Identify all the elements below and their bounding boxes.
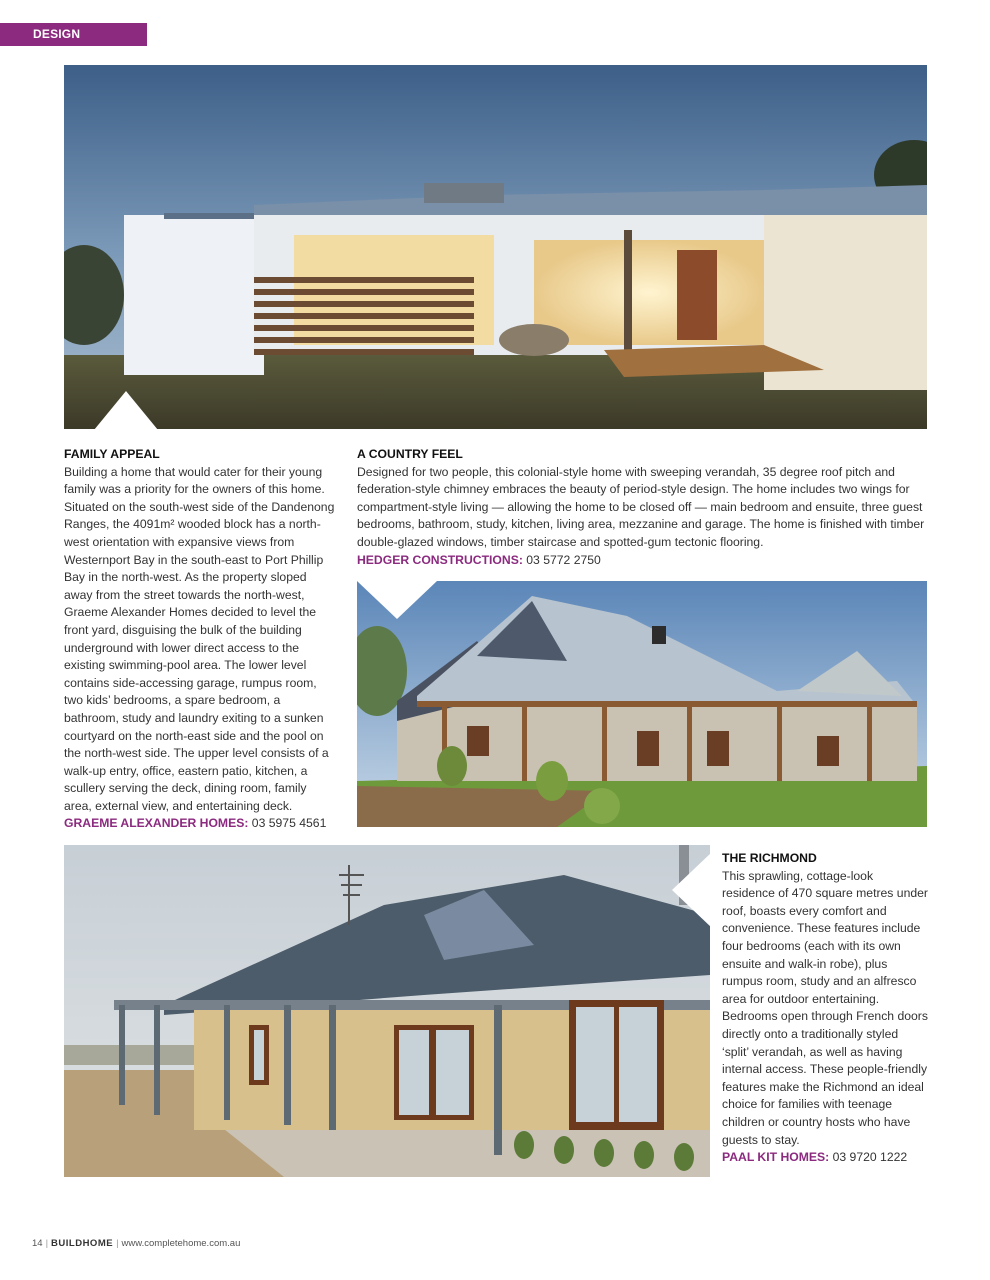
photo-family-appeal xyxy=(64,65,927,429)
article-title: THE RICHMOND xyxy=(722,851,817,865)
article-title: FAMILY APPEAL xyxy=(64,447,160,461)
article-contact xyxy=(722,1149,928,1167)
page-footer: 14 | BUILDHOME | www.completehome.com.au xyxy=(32,1238,241,1249)
article-country-feel xyxy=(357,446,929,569)
contact-name: PAAL KIT HOMES: xyxy=(722,1150,830,1165)
article-contact xyxy=(357,552,929,570)
contact-phone: 03 5975 4561 xyxy=(251,816,327,831)
article-body: This sprawling, cottage-look residence of 470 square metres under roof, boasts every comfort and convenience. These features include four bedrooms (each with its own ensuite and walk-in robe), plus rumpus room, study and an alfresco area for outdoor entertaining. Bedrooms open through French doors directly onto a traditionally styled ‘split’ verandah, as well as having internal access. These people-friendly features make the Richmond an ideal choice for families with teenage children or country hosts who have guests to stay. xyxy=(722,868,928,1147)
article-contact xyxy=(64,815,336,833)
footer-url[interactable]: www.completehome.com.au xyxy=(121,1238,241,1249)
article-body: Designed for two people, this colonial-style home with sweeping verandah, 35 degree roof pitch and federation-style chimney embraces the beauty of period-style design. The home includes two wings for compartment-style living — allowing the home to be closed off — main bedroom and ensuite, three guest bedrooms, bathroom, study, kitchen, living area, mezzanine and garage. The home is finished with timber double-glazed windows, timber staircase and spotted-gum tectonic flooring. xyxy=(357,464,925,549)
article-body: Building a home that would cater for their young family was a priority for the owners of this home. Situated on the south-west side of the Dandenong Ranges, the 4091m² wooded block has a north-west orientation with expansive views from Westernport Bay in the south-east to Port Phillip Bay in the north-west. As the property sloped away from the street towards the north-west, Graeme Alexander Homes decided to level the front yard, disguising the bulk of the building underground with lower direct access to the existing swimming-pool area. The lower level contains side-accessing garage, rumpus room, two kids’ bedrooms, a spare bedroom, a bathroom, study and laundry exiting to a sunken courtyard on the north-east side and the pool on the north-west side. The upper level consists of a walk-up entry, office, eastern patio, kitchen, a scullery serving the deck, dining room, family area, external view, and entertaining deck. xyxy=(64,464,335,813)
photo-notch xyxy=(94,391,158,430)
contact-phone: 03 5772 2750 xyxy=(526,552,601,567)
photo-notch xyxy=(357,581,437,619)
photo-country-feel xyxy=(357,581,927,827)
photo-richmond xyxy=(64,845,710,1177)
article-richmond xyxy=(722,850,928,1167)
contact-name: HEDGER CONSTRUCTIONS: xyxy=(357,552,523,567)
article-family-appeal xyxy=(64,446,336,833)
contact-phone: 03 9720 1222 xyxy=(832,1150,908,1165)
article-title: A COUNTRY FEEL xyxy=(357,447,463,461)
section-tag: DESIGN SHOWCASE xyxy=(0,23,147,46)
contact-name: GRAEME ALEXANDER HOMES: xyxy=(64,816,249,831)
photo-notch xyxy=(672,852,712,928)
page-number: 14 xyxy=(32,1238,43,1249)
footer-brand: BUILDHOME xyxy=(51,1238,114,1249)
